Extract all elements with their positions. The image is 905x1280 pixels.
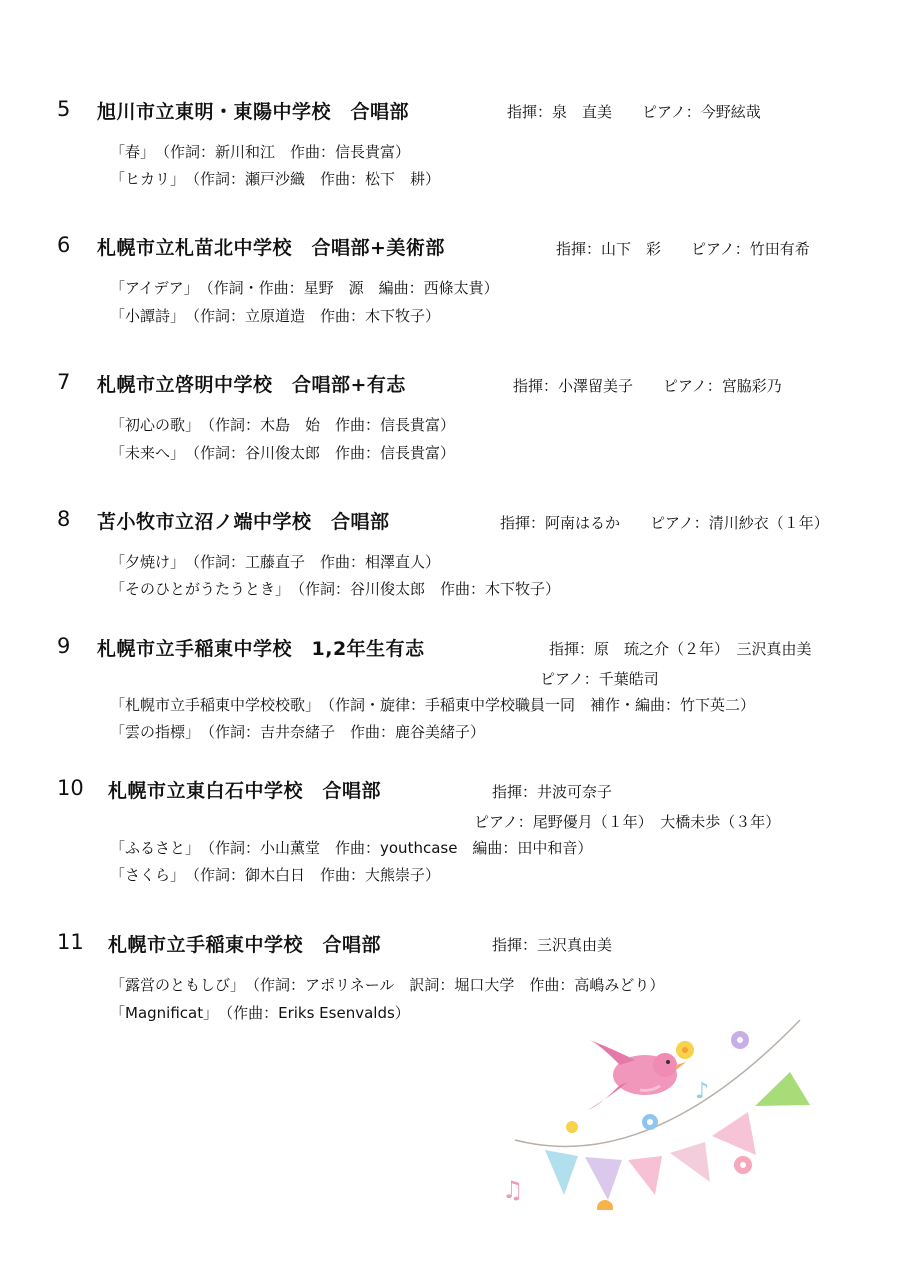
school-name: 札幌市立手稲東中学校 合唱部 — [108, 934, 382, 956]
staff-line: 指揮：阿南はるか ピアノ：清川紗衣（１年） — [500, 514, 829, 532]
song-line: 「Magnificat」 （作曲：Eriks Esenvalds） — [110, 1004, 410, 1022]
entry-number: 6 — [57, 233, 71, 257]
song-line: 「小譚詩」 （作詞：立原道造 作曲：木下牧子） — [110, 307, 441, 325]
staff-line-secondary: ピアノ：尾野優月（１年） 大橋未歩（３年） — [474, 813, 781, 831]
svg-text:♫: ♫ — [502, 1176, 524, 1204]
school-name: 札幌市立札苗北中学校 合唱部+美術部 — [97, 237, 445, 259]
bird-icon — [588, 1040, 686, 1110]
school-name: 札幌市立啓明中学校 合唱部+有志 — [97, 374, 406, 396]
school-name: 旭川市立東明・東陽中学校 合唱部 — [97, 101, 410, 123]
staff-line: 指揮：三沢真由美 — [492, 936, 613, 954]
bunting-illustration — [500, 1010, 830, 1210]
song-line: 「そのひとがうたうとき」 （作詞：谷川俊太郎 作曲：木下牧子） — [110, 580, 561, 598]
song-line: 「春」 （作詞：新川和江 作曲：信長貴富） — [110, 143, 411, 161]
song-line: 「ヒカリ」 （作詞：瀬戸沙織 作曲：松下 耕） — [110, 170, 441, 188]
school-name: 苫小牧市立沼ノ端中学校 合唱部 — [97, 511, 390, 533]
svg-text:♪: ♪ — [695, 1079, 710, 1104]
song-line: 「未来へ」 （作詞：谷川俊太郎 作曲：信長貴富） — [110, 444, 456, 462]
entry-number: 11 — [57, 930, 84, 954]
staff-line-secondary: ピアノ：千葉皓司 — [540, 670, 659, 688]
song-line: 「露営のともしび」 （作詞：アポリネール 訳詞：堀口大学 作曲：高嶋みどり） — [110, 976, 665, 994]
staff-line: 指揮：山下 彩 ピアノ：竹田有希 — [556, 240, 810, 258]
song-line: 「アイデア」 （作詞・作曲：星野 源 編曲：西條太貴） — [110, 279, 499, 297]
song-line: 「札幌市立手稲東中学校校歌」 （作詞・旋律：手稲東中学校職員一同 補作・編曲：竹下英二） — [110, 696, 756, 714]
staff-line: 指揮：泉 直美 ピアノ：今野絃哉 — [507, 103, 761, 121]
song-line: 「雲の指標」 （作詞：吉井奈緒子 作曲：鹿谷美緒子） — [110, 723, 486, 741]
staff-line: 指揮：井波可奈子 — [492, 783, 613, 801]
school-name: 札幌市立手稲東中学校 1,2年生有志 — [97, 638, 425, 660]
entry-number: 7 — [57, 370, 71, 394]
staff-line: 指揮：小澤留美子 ピアノ：宮脇彩乃 — [513, 377, 782, 395]
song-line: 「さくら」 （作詞：御木白日 作曲：大熊崇子） — [110, 866, 441, 884]
song-line: 「ふるさと」 （作詞：小山薫堂 作曲：youthcase 編曲：田中和音） — [110, 839, 593, 857]
song-line: 「初心の歌」 （作詞：木島 始 作曲：信長貴富） — [110, 416, 456, 434]
song-line: 「夕焼け」 （作詞：工藤直子 作曲：相澤直人） — [110, 553, 441, 571]
bunting-flags-icon — [545, 1072, 810, 1200]
staff-line: 指揮：原 琉之介（２年） 三沢真由美 — [549, 640, 812, 658]
entry-number: 8 — [57, 507, 71, 531]
entry-number: 10 — [57, 776, 84, 800]
entry-number: 9 — [57, 634, 71, 658]
school-name: 札幌市立東白石中学校 合唱部 — [108, 780, 382, 802]
entry-number: 5 — [57, 97, 71, 121]
